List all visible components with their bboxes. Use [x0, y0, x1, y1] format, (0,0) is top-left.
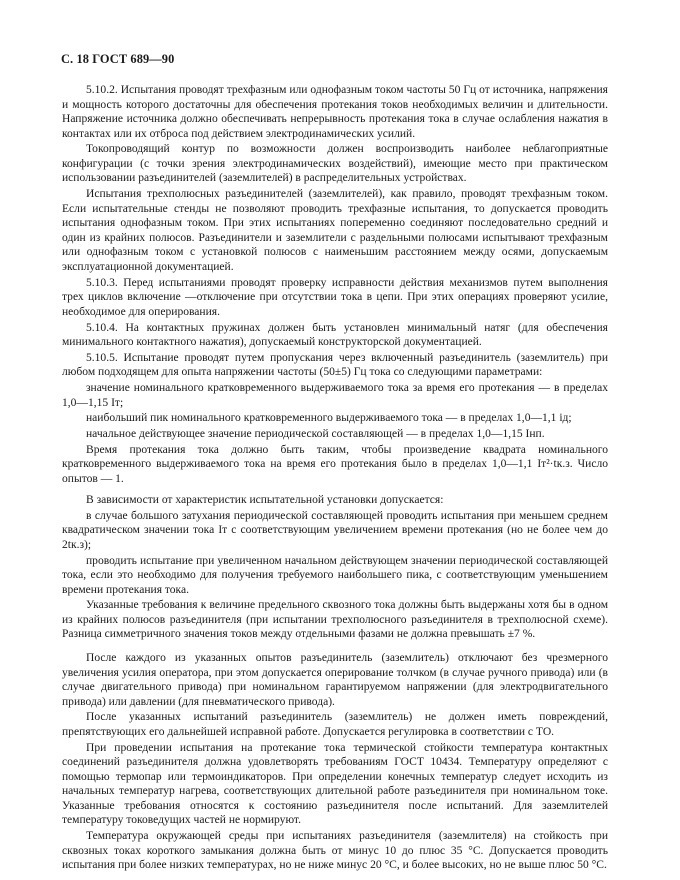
paragraph: 5.10.4. На контактных пружинах должен быть установлен минимальный натяг (для обеспечения минимального контактного нажатия), допускаемый конструкторской документацией.	[62, 321, 608, 349]
list-item: проводить испытание при увеличенном начальном действующем значении периодической составляющей тока, если это необходимо для получения требуемого наибольшего пика, с соответствующим уменьшением времени протекания тока.	[62, 554, 608, 596]
list-item: наибольший пик номинального кратковременного выдерживаемого тока — в пределах 1,0—1,1 iд;	[86, 412, 572, 425]
paragraph: В зависимости от характеристик испытательной установки допускается:	[86, 493, 444, 506]
paragraph: 5.10.5. Испытание проводят путем пропускания через включенный разъединитель (заземлитель) при любом подходящем для опыта напряжении частоты (50±5) Гц тока со следующими параметрами:	[62, 351, 608, 379]
document-body	[62, 83, 608, 873]
paragraph: 5.10.3. Перед испытаниями проводят проверку исправности действия механизмов путем выполнения трех циклов включение —отключение при отсутствии тока в цепи. При этих операциях проверяют усилие, необходимое для оперирования.	[62, 276, 608, 318]
paragraph: Время протекания тока должно быть таким, чтобы произведение квадрата номинального кратковременного выдерживаемого тока на время его протекания было в пределах 1,0—1,1 Iт²·tк.з. Число опытов — 1.	[62, 443, 608, 485]
paragraph: После указанных испытаний разъединитель (заземлитель) не должен иметь повреждений, препятствующих его дальнейшей исправной работе. Допускается регулировка в соответствии с ТО.	[62, 711, 608, 738]
paragraph: 5.10.2. Испытания проводят трехфазным или однофазным током частоты 50 Гц от источника, напряжения и мощность которого достаточны для обеспечения протекания токов необходимых величин и длительности. Напряжение источника должно обеспечивать непрерывность протекания тока в случае ослабления нажатия в контактах или их отброса под действием электродинамических усилий.	[62, 84, 608, 140]
list-item: значение номинального кратковременного выдерживаемого тока за время его протекания — в пределах 1,0—1,15 Iт;	[62, 382, 608, 409]
paragraph: Токопроводящий контур по возможности должен воспроизводить наиболее неблагоприятные конфигурации (с точки зрения электродинамических воздействий), имеющие место при практическом использовании разъединителей (заземлителей) в распределительных устройствах.	[62, 143, 608, 185]
paragraph: Испытания трехполюсных разъединителей (заземлителей), как правило, проводят трехфазным током. Если испытательные стенды не позволяют проводить трехфазные испытания, то допускается проводить испытания однофазным током. При этих испытаниях попеременно соединяют последовательно средний и один из крайних полюсов. Разъединители и заземлители с раздельными полюсами испытывают трехфазным или однофазным током с установкой полюсов с наименьшим расстоянием между осями, допускаемым эксплуатационной документацией.	[62, 188, 608, 273]
list-item: начальное действующее значение периодической составляющей — в пределах 1,0—1,15 Iнп.	[86, 428, 545, 441]
paragraph: Указанные требования к величине предельного сквозного тока должны быть выдержаны хотя бы в одном из крайних полюсов разъединителя (при испытании трехполюсного разъединителя в трехполюсной схеме). Разница симметричного значения токов между отдельными фазами не должна превышать ±7 %.	[62, 599, 608, 641]
paragraph: При проведении испытания на протекание тока термической стойкости температура контактных соединений разъединителя должна удовлетворять требованиям ГОСТ 10434. Температуру определяют с помощью термопар или термоиндикаторов. При определении конечных температур следует исходить из начальных температур нагрева, соответствующих длительной работе разъединителя при номинальном токе. Указанные требования относятся к состоянию разъединителя после испытаний. Для заземлителей температуру токоведущих частей не нормируют.	[62, 741, 608, 827]
paragraph: После каждого из указанных опытов разъединитель (заземлитель) отключают без чрезмерного увеличения усилия оператора, при этом допускается оперирование толчком (в случае ручного привода) или (в случае двигательного привода) при номинальном гарантируемом напряжении (для электродвигательного привода) или давлении (для пневматического привода).	[62, 651, 608, 708]
paragraph: Температура окружающей среды при испытаниях разъединителя (заземлителя) на стойкость при сквозных токах короткого замыкания должна быть от минус 10 до плюс 35 °С. Допускается проводить испытания при более низких температурах, но не ниже минус 20 °С, и более высоких, но не выше плюс 50 °С.	[62, 830, 608, 872]
running-header: С. 18 ГОСТ 689—90	[61, 52, 175, 66]
list-item: в случае большого затухания периодической составляющей проводить испытания при меньшем среднем квадратическом значении тока Iт с соответствующим увеличением времени протекания (но не более чем до 2tк.з);	[62, 509, 608, 551]
